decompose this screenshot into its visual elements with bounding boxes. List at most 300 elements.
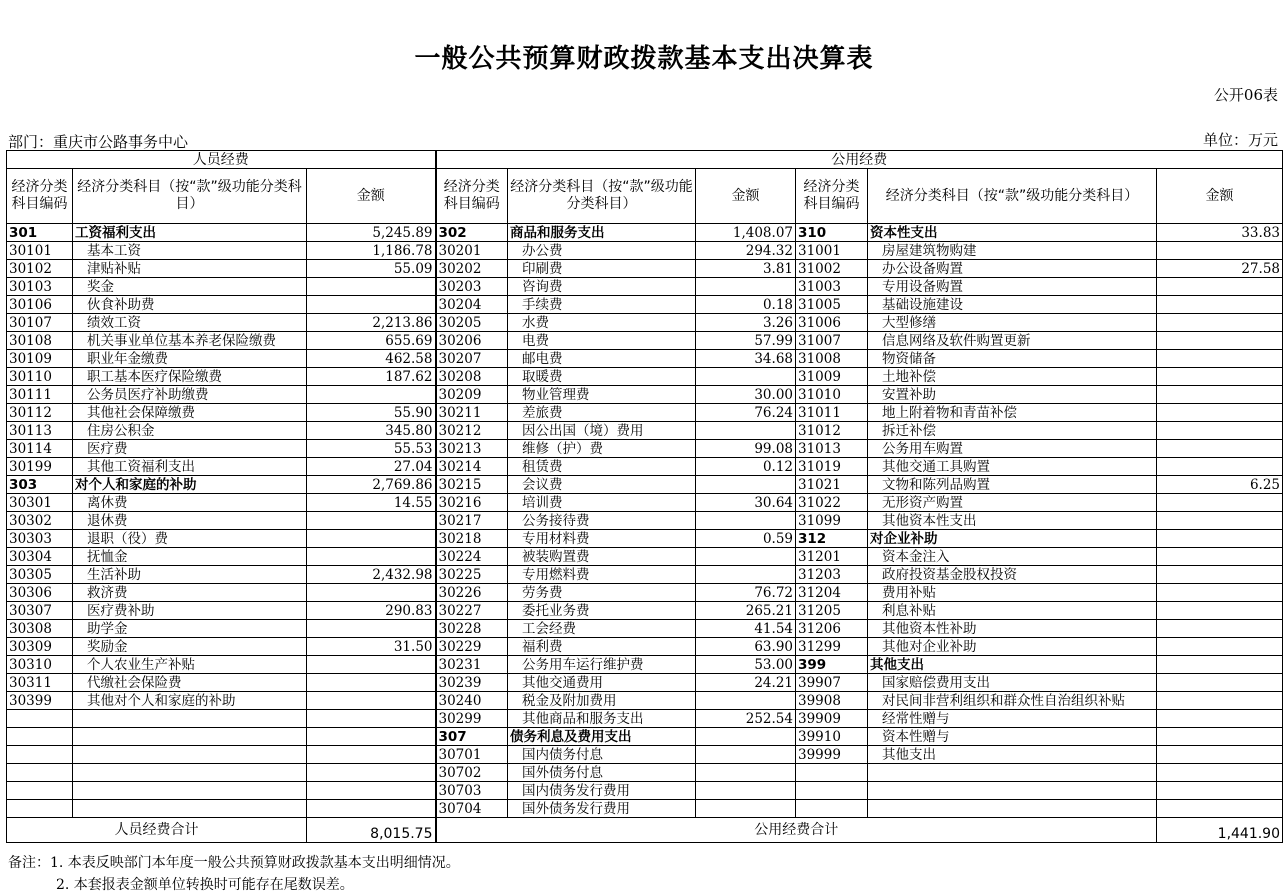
- amount-cell: [307, 674, 436, 692]
- amount-cell: 57.99: [696, 332, 796, 350]
- code-cell: 30112: [7, 404, 73, 422]
- code-cell: 31003: [796, 278, 868, 296]
- code-cell: 30311: [7, 674, 73, 692]
- amount-cell: 462.58: [307, 350, 436, 368]
- table-row: [7, 278, 1283, 296]
- amount-cell: [696, 692, 796, 710]
- amount-cell: [1157, 710, 1283, 728]
- amount-cell: [1157, 458, 1283, 476]
- table-row: [7, 692, 1283, 710]
- subject-cell: 基本工资: [73, 242, 307, 260]
- amount-cell: [1157, 800, 1283, 818]
- amount-cell: [307, 584, 436, 602]
- table-row: [7, 242, 1283, 260]
- subject-cell: 其他交通费用: [508, 674, 696, 692]
- code-cell: 303: [7, 476, 73, 494]
- code-cell: 30702: [436, 764, 508, 782]
- table-row: [7, 476, 1283, 494]
- code-cell: 30111: [7, 386, 73, 404]
- subject-cell: 其他资本性支出: [868, 512, 1157, 530]
- code-cell: 30226: [436, 584, 508, 602]
- subject-cell: 培训费: [508, 494, 696, 512]
- amount-cell: [307, 692, 436, 710]
- code-cell: 312: [796, 530, 868, 548]
- code-cell: 30302: [7, 512, 73, 530]
- subject-cell: 救济费: [73, 584, 307, 602]
- code-header: 经济分类科目编码: [7, 169, 73, 224]
- amount-cell: 0.18: [696, 296, 796, 314]
- amount-cell: [307, 764, 436, 782]
- code-cell: 30305: [7, 566, 73, 584]
- table-row: [7, 440, 1283, 458]
- amount-cell: 187.62: [307, 368, 436, 386]
- subject-cell: 税金及附加费用: [508, 692, 696, 710]
- amount-cell: [307, 620, 436, 638]
- subject-cell: 机关事业单位基本养老保险缴费: [73, 332, 307, 350]
- code-cell: 30301: [7, 494, 73, 512]
- subject-cell: 对企业补助: [868, 530, 1157, 548]
- subject-cell: [73, 782, 307, 800]
- subject-cell: 劳务费: [508, 584, 696, 602]
- code-cell: 30211: [436, 404, 508, 422]
- amount-cell: [1157, 728, 1283, 746]
- code-cell: 30303: [7, 530, 73, 548]
- table-row: [7, 296, 1283, 314]
- table-row: [7, 350, 1283, 368]
- code-cell: 30704: [436, 800, 508, 818]
- subject-header: 经济分类科目（按“款”级功能分类科目）: [73, 169, 307, 224]
- amount-cell: [1157, 602, 1283, 620]
- subject-cell: 经常性赠与: [868, 710, 1157, 728]
- code-cell: 31022: [796, 494, 868, 512]
- code-cell: 30310: [7, 656, 73, 674]
- totals-row: [7, 818, 1283, 843]
- code-cell: 30103: [7, 278, 73, 296]
- subject-cell: 退休费: [73, 512, 307, 530]
- table-row: [7, 674, 1283, 692]
- subject-cell: 大型修缮: [868, 314, 1157, 332]
- subject-cell: 其他对个人和家庭的补助: [73, 692, 307, 710]
- table-row: [7, 386, 1283, 404]
- amount-cell: [1157, 422, 1283, 440]
- table-row: [7, 422, 1283, 440]
- code-cell: 31201: [796, 548, 868, 566]
- subject-cell: 地上附着物和青苗补偿: [868, 404, 1157, 422]
- subject-cell: 奖励金: [73, 638, 307, 656]
- code-cell: [796, 800, 868, 818]
- table-row: [7, 494, 1283, 512]
- code-cell: 30102: [7, 260, 73, 278]
- subject-cell: 对民间非营利组织和群众性自治组织补贴: [868, 692, 1157, 710]
- amount-cell: [1157, 494, 1283, 512]
- code-cell: 30306: [7, 584, 73, 602]
- amount-cell: [1157, 692, 1283, 710]
- amount-cell: [307, 548, 436, 566]
- code-cell: 30239: [436, 674, 508, 692]
- amount-cell: [1157, 530, 1283, 548]
- amount-header: 金额: [696, 169, 796, 224]
- amount-cell: [696, 548, 796, 566]
- subject-cell: 医疗费: [73, 440, 307, 458]
- code-cell: [796, 764, 868, 782]
- code-cell: 31012: [796, 422, 868, 440]
- amount-cell: [1157, 782, 1283, 800]
- subject-cell: [73, 728, 307, 746]
- subject-cell: 其他支出: [868, 746, 1157, 764]
- code-cell: 31005: [796, 296, 868, 314]
- subject-cell: 福利费: [508, 638, 696, 656]
- amount-cell: [1157, 674, 1283, 692]
- amount-cell: 0.12: [696, 458, 796, 476]
- code-cell: 30307: [7, 602, 73, 620]
- amount-cell: [696, 566, 796, 584]
- amount-cell: 345.80: [307, 422, 436, 440]
- code-cell: 31099: [796, 512, 868, 530]
- personnel-section-header: 人员经费: [7, 151, 436, 169]
- subject-cell: 其他交通工具购置: [868, 458, 1157, 476]
- code-cell: 31203: [796, 566, 868, 584]
- subject-cell: 办公费: [508, 242, 696, 260]
- table-row: [7, 602, 1283, 620]
- subject-cell: 其他工资福利支出: [73, 458, 307, 476]
- table-body: [7, 224, 1283, 818]
- subject-cell: 资本性支出: [868, 224, 1157, 242]
- code-cell: 31021: [796, 476, 868, 494]
- amount-cell: [696, 728, 796, 746]
- code-cell: 31010: [796, 386, 868, 404]
- code-cell: [7, 764, 73, 782]
- subject-cell: 取暖费: [508, 368, 696, 386]
- subject-cell: 国外债务付息: [508, 764, 696, 782]
- amount-cell: 6.25: [1157, 476, 1283, 494]
- amount-cell: 53.00: [696, 656, 796, 674]
- code-cell: 30304: [7, 548, 73, 566]
- amount-cell: 2,769.86: [307, 476, 436, 494]
- amount-cell: [1157, 278, 1283, 296]
- table-row: [7, 332, 1283, 350]
- amount-cell: 55.53: [307, 440, 436, 458]
- subject-cell: [73, 764, 307, 782]
- table-row: [7, 656, 1283, 674]
- subject-cell: 国内债务付息: [508, 746, 696, 764]
- table-row: [7, 800, 1283, 818]
- code-cell: 30208: [436, 368, 508, 386]
- subject-cell: 差旅费: [508, 404, 696, 422]
- code-cell: 307: [436, 728, 508, 746]
- subject-header: 经济分类科目（按“款”级功能分类科目）: [868, 169, 1157, 224]
- code-cell: 30703: [436, 782, 508, 800]
- code-cell: 31205: [796, 602, 868, 620]
- code-cell: 31299: [796, 638, 868, 656]
- amount-cell: [1157, 656, 1283, 674]
- code-cell: 30207: [436, 350, 508, 368]
- code-cell: 31001: [796, 242, 868, 260]
- subject-cell: 文物和陈列品购置: [868, 476, 1157, 494]
- subject-cell: 伙食补助费: [73, 296, 307, 314]
- column-header-row: [7, 169, 1283, 224]
- amount-cell: [307, 296, 436, 314]
- amount-cell: 27.04: [307, 458, 436, 476]
- code-cell: 30299: [436, 710, 508, 728]
- amount-cell: [696, 764, 796, 782]
- amount-cell: [1157, 512, 1283, 530]
- amount-cell: [1157, 404, 1283, 422]
- note-line-2: 2. 本套报表金额单位转换时可能存在尾数误差。: [56, 877, 354, 893]
- amount-cell: 41.54: [696, 620, 796, 638]
- amount-cell: 31.50: [307, 638, 436, 656]
- subject-cell: 专用燃料费: [508, 566, 696, 584]
- code-cell: 30109: [7, 350, 73, 368]
- table-row: [7, 584, 1283, 602]
- subject-cell: [73, 800, 307, 818]
- amount-cell: 76.72: [696, 584, 796, 602]
- code-cell: 31002: [796, 260, 868, 278]
- amount-cell: [1157, 350, 1283, 368]
- amount-cell: 3.81: [696, 260, 796, 278]
- code-cell: 31009: [796, 368, 868, 386]
- subject-cell: 国家赔偿费用支出: [868, 674, 1157, 692]
- code-cell: 30202: [436, 260, 508, 278]
- code-cell: 31011: [796, 404, 868, 422]
- amount-cell: [696, 278, 796, 296]
- amount-cell: 63.90: [696, 638, 796, 656]
- code-cell: 30231: [436, 656, 508, 674]
- subject-cell: 政府投资基金股权投资: [868, 566, 1157, 584]
- subject-cell: 个人农业生产补贴: [73, 656, 307, 674]
- code-cell: 30209: [436, 386, 508, 404]
- subject-header: 经济分类科目（按“款”级功能分类科目）: [508, 169, 696, 224]
- unit-label: 单位：万元: [1202, 131, 1278, 149]
- amount-cell: [307, 530, 436, 548]
- code-cell: 31006: [796, 314, 868, 332]
- amount-cell: 655.69: [307, 332, 436, 350]
- subject-cell: [73, 746, 307, 764]
- subject-cell: 公务用车运行维护费: [508, 656, 696, 674]
- amount-cell: [696, 800, 796, 818]
- amount-cell: 2,432.98: [307, 566, 436, 584]
- code-cell: 310: [796, 224, 868, 242]
- subject-cell: 专用设备购置: [868, 278, 1157, 296]
- table-row: [7, 512, 1283, 530]
- amount-cell: 27.58: [1157, 260, 1283, 278]
- amount-cell: 76.24: [696, 404, 796, 422]
- expenditure-table: [6, 150, 1283, 843]
- code-cell: 302: [436, 224, 508, 242]
- amount-cell: [307, 278, 436, 296]
- subject-cell: 公务员医疗补助缴费: [73, 386, 307, 404]
- code-cell: 39999: [796, 746, 868, 764]
- code-cell: [7, 746, 73, 764]
- subject-cell: 离休费: [73, 494, 307, 512]
- code-cell: 399: [796, 656, 868, 674]
- amount-cell: [1157, 746, 1283, 764]
- page-title: 一般公共预算财政拨款基本支出决算表: [414, 44, 874, 74]
- subject-cell: 职工基本医疗保险缴费: [73, 368, 307, 386]
- code-cell: 31008: [796, 350, 868, 368]
- subject-cell: 租赁费: [508, 458, 696, 476]
- amount-cell: [1157, 332, 1283, 350]
- subject-cell: 无形资产购置: [868, 494, 1157, 512]
- amount-cell: [1157, 620, 1283, 638]
- code-cell: 30216: [436, 494, 508, 512]
- amount-cell: 3.26: [696, 314, 796, 332]
- subject-cell: 专用材料费: [508, 530, 696, 548]
- subject-cell: 房屋建筑物购建: [868, 242, 1157, 260]
- amount-cell: [1157, 242, 1283, 260]
- amount-cell: 252.54: [696, 710, 796, 728]
- subject-cell: 资本金注入: [868, 548, 1157, 566]
- note-line-1: 备注：1. 本表反映部门本年度一般公共预算财政拨款基本支出明细情况。: [8, 855, 460, 871]
- subject-cell: 津贴补贴: [73, 260, 307, 278]
- amount-cell: [1157, 386, 1283, 404]
- subject-cell: 退职（役）费: [73, 530, 307, 548]
- table-row: [7, 404, 1283, 422]
- code-cell: 30204: [436, 296, 508, 314]
- subject-cell: [73, 710, 307, 728]
- amount-cell: 14.55: [307, 494, 436, 512]
- code-cell: 39908: [796, 692, 868, 710]
- subject-cell: 职业年金缴费: [73, 350, 307, 368]
- subject-cell: 国内债务发行费用: [508, 782, 696, 800]
- code-cell: 30214: [436, 458, 508, 476]
- code-cell: 30213: [436, 440, 508, 458]
- subject-cell: 其他商品和服务支出: [508, 710, 696, 728]
- amount-cell: 1,186.78: [307, 242, 436, 260]
- amount-cell: [1157, 314, 1283, 332]
- amount-cell: [1157, 368, 1283, 386]
- subject-cell: 医疗费补助: [73, 602, 307, 620]
- code-cell: 30217: [436, 512, 508, 530]
- amount-cell: [1157, 584, 1283, 602]
- subject-cell: 物资储备: [868, 350, 1157, 368]
- subject-cell: 抚恤金: [73, 548, 307, 566]
- code-cell: [796, 782, 868, 800]
- code-header: 经济分类科目编码: [796, 169, 868, 224]
- subject-cell: [868, 800, 1157, 818]
- subject-cell: 国外债务发行费用: [508, 800, 696, 818]
- subject-cell: 物业管理费: [508, 386, 696, 404]
- code-header: 经济分类科目编码: [436, 169, 508, 224]
- subject-cell: 委托业务费: [508, 602, 696, 620]
- code-cell: 31007: [796, 332, 868, 350]
- amount-cell: [696, 746, 796, 764]
- code-cell: 39910: [796, 728, 868, 746]
- form-number: 公开06表: [1213, 86, 1278, 104]
- table-row: [7, 260, 1283, 278]
- code-cell: 30205: [436, 314, 508, 332]
- amount-cell: 99.08: [696, 440, 796, 458]
- amount-cell: 5,245.89: [307, 224, 436, 242]
- amount-cell: 34.68: [696, 350, 796, 368]
- subject-cell: 对个人和家庭的补助: [73, 476, 307, 494]
- subject-cell: 住房公积金: [73, 422, 307, 440]
- table-row: [7, 530, 1283, 548]
- code-cell: 30203: [436, 278, 508, 296]
- subject-cell: 生活补助: [73, 566, 307, 584]
- public-total-value: 1,441.90: [1157, 818, 1283, 843]
- code-cell: 30206: [436, 332, 508, 350]
- code-cell: 30308: [7, 620, 73, 638]
- amount-cell: 294.32: [696, 242, 796, 260]
- subject-cell: 工会经费: [508, 620, 696, 638]
- subject-cell: 因公出国（境）费用: [508, 422, 696, 440]
- amount-cell: [696, 422, 796, 440]
- subject-cell: 公务用车购置: [868, 440, 1157, 458]
- table-row: [7, 728, 1283, 746]
- table-row: [7, 764, 1283, 782]
- amount-cell: [307, 800, 436, 818]
- amount-cell: [1157, 566, 1283, 584]
- subject-cell: 手续费: [508, 296, 696, 314]
- subject-cell: 水费: [508, 314, 696, 332]
- code-cell: 30228: [436, 620, 508, 638]
- amount-cell: [1157, 548, 1283, 566]
- subject-cell: 公务接待费: [508, 512, 696, 530]
- code-cell: 31013: [796, 440, 868, 458]
- subject-cell: 被装购置费: [508, 548, 696, 566]
- code-cell: 30201: [436, 242, 508, 260]
- table-row: [7, 638, 1283, 656]
- amount-cell: [1157, 440, 1283, 458]
- subject-cell: 电费: [508, 332, 696, 350]
- code-cell: [7, 728, 73, 746]
- amount-cell: [307, 746, 436, 764]
- subject-cell: 维修（护）费: [508, 440, 696, 458]
- code-cell: 31204: [796, 584, 868, 602]
- subject-cell: 拆迁补偿: [868, 422, 1157, 440]
- subject-cell: 土地补偿: [868, 368, 1157, 386]
- amount-cell: 290.83: [307, 602, 436, 620]
- subject-cell: 绩效工资: [73, 314, 307, 332]
- amount-cell: [1157, 638, 1283, 656]
- subject-cell: 债务利息及费用支出: [508, 728, 696, 746]
- code-cell: 30225: [436, 566, 508, 584]
- code-cell: 30114: [7, 440, 73, 458]
- subject-cell: 其他社会保障缴费: [73, 404, 307, 422]
- code-cell: 30224: [436, 548, 508, 566]
- code-cell: 39907: [796, 674, 868, 692]
- code-cell: 31206: [796, 620, 868, 638]
- department-label: 部门：重庆市公路事务中心: [8, 133, 189, 151]
- table-row: [7, 710, 1283, 728]
- subject-cell: 办公设备购置: [868, 260, 1157, 278]
- code-cell: [7, 710, 73, 728]
- subject-cell: 安置补助: [868, 386, 1157, 404]
- subject-cell: [868, 782, 1157, 800]
- code-cell: 30399: [7, 692, 73, 710]
- code-cell: 30227: [436, 602, 508, 620]
- subject-cell: 资本性赠与: [868, 728, 1157, 746]
- amount-cell: 30.64: [696, 494, 796, 512]
- code-cell: 30215: [436, 476, 508, 494]
- subject-cell: 代缴社会保险费: [73, 674, 307, 692]
- amount-cell: 30.00: [696, 386, 796, 404]
- code-cell: 30110: [7, 368, 73, 386]
- amount-cell: [696, 782, 796, 800]
- subject-cell: 会议费: [508, 476, 696, 494]
- amount-cell: 24.21: [696, 674, 796, 692]
- subject-cell: 利息补贴: [868, 602, 1157, 620]
- table-row: [7, 314, 1283, 332]
- code-cell: 39909: [796, 710, 868, 728]
- public-section-header: 公用经费: [436, 151, 1283, 169]
- amount-cell: 55.90: [307, 404, 436, 422]
- table-row: [7, 746, 1283, 764]
- code-cell: 30107: [7, 314, 73, 332]
- subject-cell: 助学金: [73, 620, 307, 638]
- code-cell: 30212: [436, 422, 508, 440]
- amount-cell: [1157, 296, 1283, 314]
